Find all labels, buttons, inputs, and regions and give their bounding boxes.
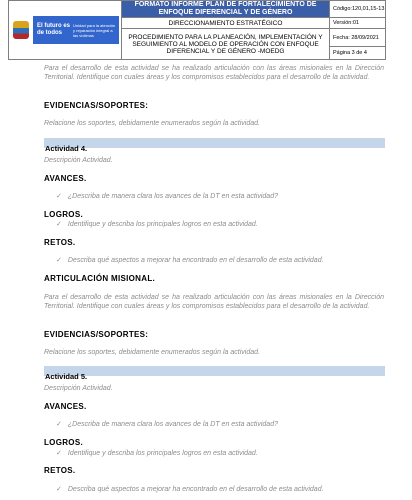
logo-cell [9, 1, 122, 60]
articulation-paragraph: Para el desarrollo de esta actividad se ha realizado articulación con las áreas misionales en la Dirección Territorial. Identifique con cuales áreas y los compromisos establecidos para el desarrollo de la actividad. [44, 294, 384, 310]
government-logo [33, 16, 119, 44]
colombia-seal-icon [13, 21, 29, 39]
document-date: Fecha: 28/09/2021 [330, 29, 386, 47]
page-number: Página 3 de 4 [330, 47, 386, 60]
challenges-heading: RETOS. [44, 466, 76, 475]
procedure-name: PROCEDIMIENTO PARA LA PLANEACIÓN, IMPLEMENTACIÓN Y SEGUIMIENTO AL MODELO DE OPERACIÓN CON ENFOQUE DIFERENCIAL Y DE GÉNERO -MOEDG [122, 29, 330, 60]
advances-item [56, 192, 376, 201]
achievements-item [56, 220, 376, 229]
achievements-heading: LOGROS. [44, 210, 83, 219]
checkmark-icon: ✓ [56, 486, 62, 493]
activity-4-description: Descripción Actividad. [44, 157, 113, 164]
intro-paragraph: Para el desarrollo de esta actividad se ha realizado articulación con las áreas misionales en la Dirección Territorial. Identifique con cuales áreas y los compromisos establecidos para el desarrollo de la actividad. [44, 65, 384, 81]
challenges-item [56, 485, 376, 494]
document-title: FORMATO INFORME PLAN DE FORTALECIMIENTO DE ENFOQUE DIFERENCIAL Y DE GÉNERO [122, 1, 330, 18]
activity-5-description: Descripción Actividad. [44, 385, 113, 392]
evidence-heading: EVIDENCIAS/SOPORTES: [44, 330, 149, 339]
advances-item [56, 420, 376, 429]
achievements-item [56, 449, 376, 458]
activity-4-label: Actividad 4. [45, 144, 88, 153]
document-code: Código:120,01,15-13 [330, 1, 386, 18]
activity-4-bar [44, 138, 385, 153]
challenges-heading: RETOS. [44, 238, 76, 247]
evidence-heading: EVIDENCIAS/SOPORTES: [44, 101, 149, 110]
checkmark-icon: ✓ [56, 421, 62, 428]
challenges-item [56, 256, 376, 265]
advances-text: ¿Describa de manera clara los avances de la DT en esta actividad? [67, 421, 278, 428]
articulation-heading: ARTICULACIÓN MISIONAL. [44, 274, 156, 283]
achievements-heading: LOGROS. [44, 438, 83, 447]
document-header [8, 0, 386, 60]
checkmark-icon: ✓ [56, 193, 62, 200]
document-version: Versión:01 [330, 18, 386, 29]
challenges-text: Describa qué aspectos a mejorar ha encontrado en el desarrollo de esta actividad. [67, 486, 324, 493]
advances-heading: AVANCES. [44, 174, 87, 183]
evidence-text: Relacione los soportes, debidamente enumerados según la actividad. [44, 349, 260, 356]
challenges-text: Describa qué aspectos a mejorar ha encontrado en el desarrollo de esta actividad. [67, 257, 324, 264]
advances-text: ¿Describa de manera clara los avances de la DT en esta actividad? [67, 193, 278, 200]
checkmark-icon: ✓ [56, 257, 62, 264]
achievements-text: Identifique y describa los principales logros en esta actividad. [67, 221, 258, 228]
logo-slogan: El futuro es de todos [37, 23, 71, 36]
checkmark-icon: ✓ [56, 221, 62, 228]
advances-heading: AVANCES. [44, 402, 87, 411]
process-name: DIRECCIONAMIENTO ESTRATÉGICO [122, 18, 330, 29]
activity-5-label: Actividad 5. [45, 372, 88, 381]
activity-5-bar [44, 366, 385, 381]
checkmark-icon: ✓ [56, 450, 62, 457]
logo-entity-name: Unidad para la atención y reparación integral a las víctimas [73, 22, 116, 38]
achievements-text: Identifique y describa los principales logros en esta actividad. [67, 450, 258, 457]
evidence-text: Relacione los soportes, debidamente enumerados según la actividad. [44, 120, 260, 127]
